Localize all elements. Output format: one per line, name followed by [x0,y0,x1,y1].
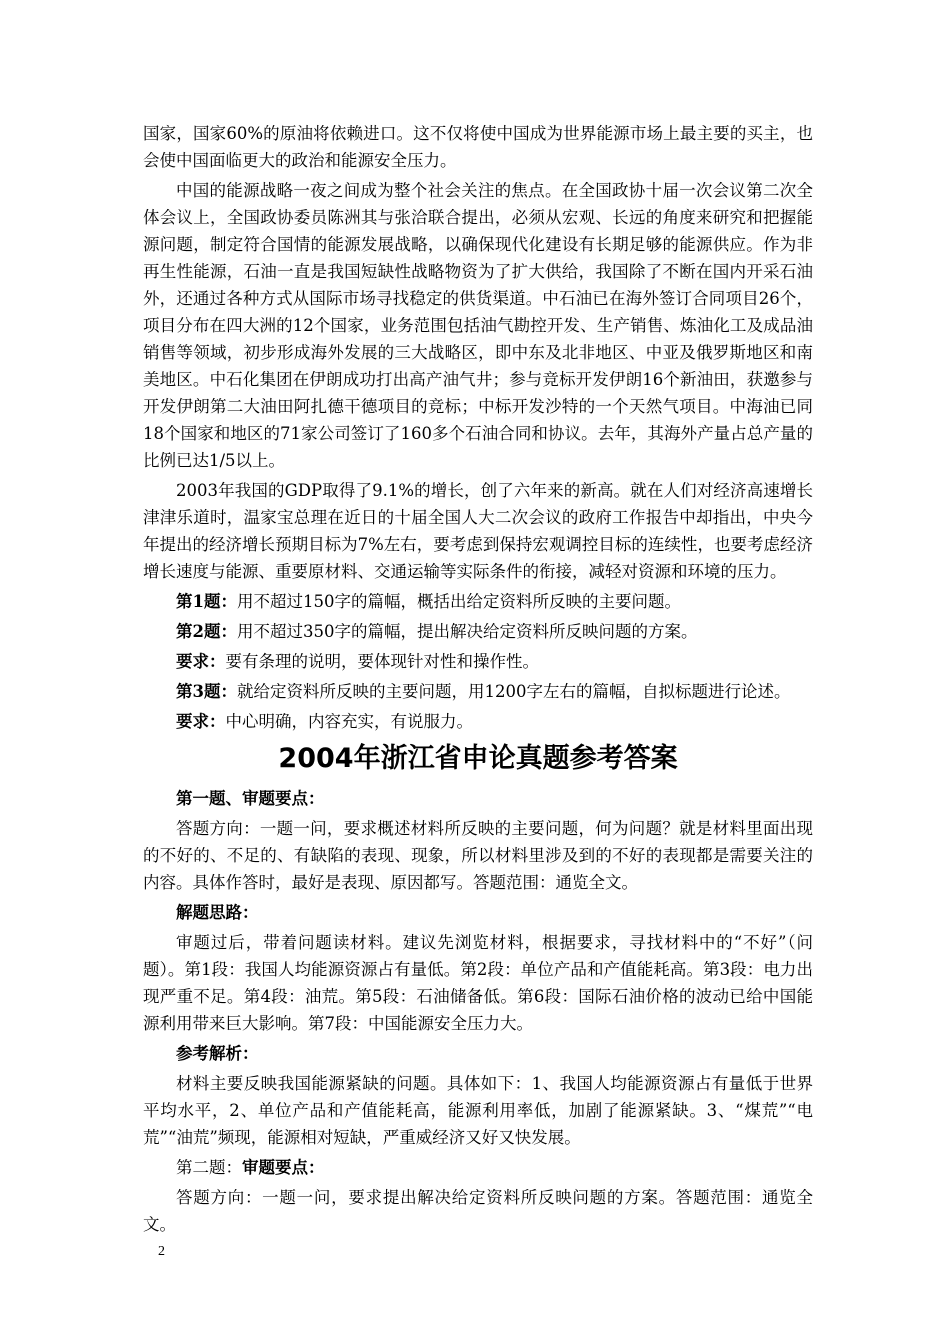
requirement-2 [143,708,813,735]
document-body [143,120,813,1241]
section-2-heading [143,1154,813,1181]
answer-title: 2004年浙江省申论真题参考答案 [278,743,678,774]
section-2-direction: 答题方向：一题一问，要求提出解决给定资料所反映问题的方案。答题范围：通览全文。 [143,1188,813,1234]
paragraph-intro: 国家，国家60%的原油将依赖进口。这不仅将使中国成为世界能源市场上最主要的买主，也会使中国面临更大的政治和能源安全压力。 [143,124,813,170]
requirement-1-label: 要求： [176,652,226,671]
section-1-analysis-heading: 参考解析： [176,1044,259,1063]
question-2-text: 用不超过350字的篇幅，提出解决给定资料所反映问题的方案。 [236,622,698,641]
section-2-heading-prefix: 第二题： [176,1158,242,1177]
section-2-heading-label: 审题要点： [242,1158,325,1177]
section-1-analysis: 材料主要反映我国能源紧缺的问题。具体如下：1、我国人均能源资源占有量低于世界平均水平，2、单位产品和产值能耗高，能源利用率低，加剧了能源紧缺。3、“煤荒”“电荒”“油荒”频现，能源相对短缺，严重威经济又好又快发展。 [143,1074,813,1147]
requirement-2-text: 中心明确，内容充实，有说服力。 [225,712,473,731]
paragraph-energy-strategy: 中国的能源战略一夜之间成为整个社会关注的焦点。在全国政协十届一次会议第二次全体会议上，全国政协委员陈洲其与张洽联合提出，必须从宏观、长远的角度来研究和把握能源问题，制定符合国情的能源发展战略，以确保现代化建设有长期足够的能源供应。作为非再生性能源，石油一直是我国短缺性战略物资为了扩大供给，我国除了不断在国内开采石油外，还通过各种方式从国际市场寻找稳定的供货渠道。中石油已在海外签订合同项目26个，项目分布在四大洲的12个国家，业务范围包括油气勘控开发、生产销售、炼油化工及成品油销售等领域，初步形成海外发展的三大战略区，即中东及北非地区、中亚及俄罗斯地区和南美地区。中石化集团在伊朗成功打出高产油气井；参与竞标开发伊朗16个新油田，获邀参与开发伊朗第二大油田阿扎德干德项目的竞标；中标开发沙特的一个天然气项目。中海油已同18个国家和地区的71家公司签订了160多个石油合同和协议。去年，其海外产量占总产量的比例已达1/5以上。 [143,181,813,470]
question-1-label: 第1题： [176,592,237,611]
requirement-1-text: 要有条理的说明，要体现针对性和操作性。 [225,652,539,671]
paragraph-gdp: 2003年我国的GDP取得了9.1%的增长，创了六年来的新高。就在人们对经济高速增长津津乐道时，温家宝总理在近日的十届全国人大二次会议的政府工作报告中却指出，中央今年提出的经济增长预期目标为7%左右，要考虑到保持宏观调控目标的连续性，也要考虑经济增长速度与能源、重要原材料、交通运输等实际条件的衔接，减轻对资源和环境的压力。 [143,481,813,581]
question-1-text: 用不超过150字的篇幅，概括出给定资料所反映的主要问题。 [236,592,681,611]
question-2 [143,618,813,645]
section-1-thinking-heading: 解题思路： [176,903,259,922]
requirement-1 [143,648,813,675]
question-3 [143,678,813,705]
section-1-direction: 答题方向：一题一问，要求概述材料所反映的主要问题，何为问题？就是材料里面出现的不好的、不足的、有缺陷的表现、现象，所以材料里涉及到的不好的表现都是需要关注的内容。具体作答时，最好是表现、原因都写。答题范围：通览全文。 [143,819,813,892]
question-3-label: 第3题： [176,682,237,701]
question-2-label: 第2题： [176,622,237,641]
question-3-text: 就给定资料所反映的主要问题，用1200字左右的篇幅，自拟标题进行论述。 [236,682,791,701]
requirement-2-label: 要求： [176,712,226,731]
question-1 [143,588,813,615]
page-number: 2 [158,1244,165,1259]
section-1-heading: 第一题、审题要点： [176,789,325,808]
section-1-thinking: 审题过后，带着问题读材料。建议先浏览材料，根据要求，寻找材料中的“不好”（问题）。第1段：我国人均能源资源占有量低。第2段：单位产品和产值能耗高。第3段：电力出现严重不足。第4段：油荒。第5段：石油储备低。第6段：国际石油价格的波动已给中国能源利用带来巨大影响。第7段：中国能源安全压力大。 [143,933,813,1033]
